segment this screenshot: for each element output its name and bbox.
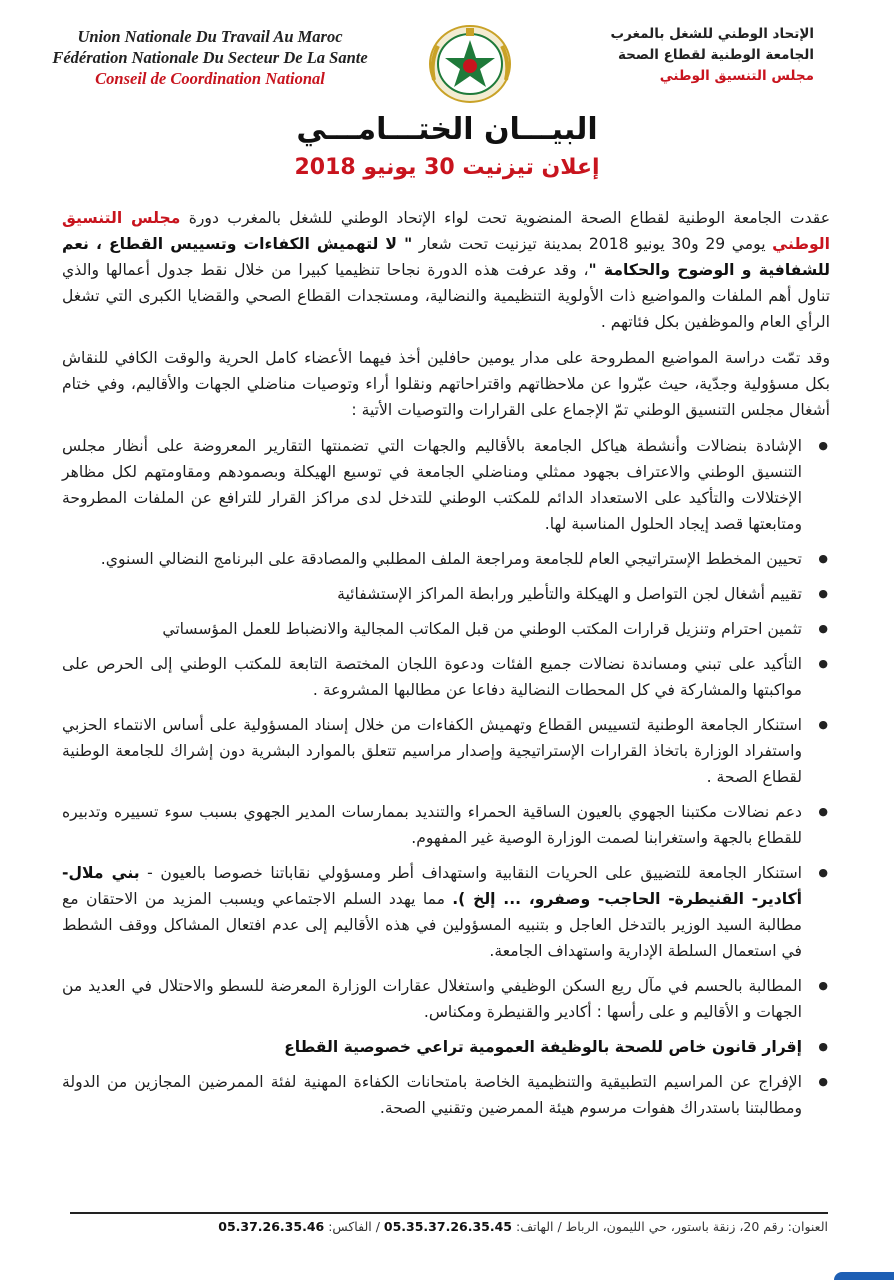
union-emblem-logo [420, 22, 520, 106]
list-item: ● تقييم أشغال لجن التواصل و الهيكلة والتأطير ورابطة المراكز الإستشفائية [62, 581, 802, 607]
rec8-part-a: استنكار الجامعة للتضييق على الحريات النقابية واستهداف أطر ومسؤولي نقاباتنا خصوصا بالعيون - [139, 864, 802, 882]
list-item: ● التأكيد على تبني ومساندة نضالات جميع الفئات ودعوة اللجان المختصة التابعة للمكتب الوطني إلى الحرص على مواكبتها والمشاركة في كل المحطات النضالية دفاعا عن مطالبها المشروعة . [62, 651, 802, 703]
arabic-council-name: مجلس التنسيق الوطني [659, 68, 814, 84]
letterhead-arabic [584, 24, 814, 87]
footer-address-text: العنوان: رقم 20، زنقة باستور، حي الليمون، الرباط / الهاتف: [512, 1219, 828, 1234]
footer-fax-label: / الفاكس: [324, 1219, 384, 1234]
intro-paragraph-2: وقد تمّت دراسة المواضيع المطروحة على مدار يومين حافلين أخذ فيهما الأعضاء كامل الحرية والوقت الكافي للنقاش بكل مسؤولية وجدّية، حيث عبّروا عن ملاحظاتهم واقتراحاتهم ونقلوا أراء وتوصيات مناضلي الجهات والأقاليم، وفي ختام أشغال مجلس التنسيق الوطني تمّ الإجماع على القرارات والتوصيات الأتية : [62, 349, 830, 419]
council-name-highlight: مجلس التنسيق الوطني [62, 209, 830, 253]
intro-p1-part-e: ، وقد عرفت هذه الدورة نجاحا تنظيميا كبيرا من خلال نقط جدول أعمالها والذي تناول أهم الملفات والمواضيع ذات الأولوية التنظيمية والنضالية، ومستجدات القطاع الصحي والقضايا الكبرى التي تشغل الرأي العام والموظفين بكل فئاتهم . [62, 261, 830, 331]
corner-decoration [834, 1272, 894, 1280]
list-item: ● تثمين احترام وتنزيل قرارات المكتب الوطني من قبل المكاتب المجالية والانضباط للعمل المؤسساتي [62, 616, 802, 642]
rec8-part-c: مما يهدد السلم الاجتماعي ويسبب المزيد من الاحتقان مع مطالبة السيد الوزير بالتدخل العاجل و بتنبيه المسؤولين في هذه الأقاليم إلى عدم افتعال المشاكل ووقف الشطط في استعمال السلطة الإدارية واستهداف الجامعة. [62, 890, 802, 960]
list-item: ● الإشادة بنضالات وأنشطة هياكل الجامعة بالأقاليم والجهات التي تضمنتها التقارير المعروضة على أنظار مجلس التنسيق الوطني والاعتراف بجهود ممثلي ومناضلي الجامعة في توسيع الهيكلة وبصمودهم ومقاومتهم لكل مظاهر الإختلالات والتأكيد على الاستعداد الدائم للمكتب الوطني للتدخل لدى مراكز القرار للترافع عن الملفات المطروحة ومتابعتها قصد إيجاد الحلول المناسبة لها. [62, 433, 802, 537]
arabic-federation-name: الجامعة الوطنية لقطاع الصحة [618, 47, 814, 63]
list-item: ● الإفراج عن المراسيم التطبيقية والتنظيمية الخاصة بامتحانات الكفاءة المهنية لفئة الممرضين المجازين من الدولة ومطالبتنا باستدراك هفوات مرسوم هيئة الممرضين وتقنيي الصحة. [62, 1069, 802, 1121]
list-item: ● دعم نضالات مكتبنا الجهوي بالعيون الساقية الحمراء والتنديد بممارسات المدير الجهوي بسبب سوء تسييره وتدبيره للقطاع بالجهة واستغرابنا لصمت الوزارة الوصية غير المفهوم. [62, 799, 802, 851]
footer-divider [70, 1212, 828, 1214]
french-council-name: Conseil de Coordination National [95, 69, 325, 88]
list-item: ● تحيين المخطط الإستراتيجي العام للجامعة ومراجعة الملف المطلبي والمصادقة على البرنامج النضالي السنوي. [62, 546, 802, 572]
document-subtitle: إعلان تيزنيت 30 يونيو 2018 [294, 155, 600, 180]
letterhead-french [40, 26, 380, 89]
document-title: البيـــان الختـــامـــي [296, 112, 598, 147]
footer-phone: 05.35.37.26.35.45 [383, 1219, 513, 1234]
arabic-union-name: الإتحاد الوطني للشغل بالمغرب [610, 26, 814, 42]
footer-address [70, 1219, 828, 1234]
document-body [62, 205, 830, 1130]
list-item: ● المطالبة بالحسم في مآل ريع السكن الوظيفي واستغلال عقارات الوزارة المعرضة للسطو والاحتلال في العديد من الجهات و الأقاليم و على رأسها : أكادير والقنيطرة ومكناس. [62, 973, 802, 1025]
recommendations-list [62, 433, 830, 1121]
list-item [62, 860, 802, 964]
rec8-cities: بني ملال- أكادير- القنيطرة- الحاجب- وصفرو، ... إلخ ). [62, 864, 802, 908]
intro-p1-part-c: يومي 29 و30 يونيو 2018 بمدينة تيزنيت تحت شعار [412, 235, 773, 253]
intro-paragraph-1 [62, 205, 830, 335]
french-federation-name: Fédération Nationale Du Secteur De La Sante [52, 48, 368, 67]
footer-fax: 05.37.26.35.46 [218, 1219, 325, 1234]
letterhead [0, 22, 894, 112]
list-item: ● استنكار الجامعة الوطنية لتسييس القطاع وتهميش الكفاءات من خلال إسناد المسؤولية على أساس الانتماء الحزبي واستفراد الوزارة باتخاذ القرارات الإستراتيجية وإصدار مراسيم تتعلق بالموارد البشرية دون إشراك للجامعة الوطنية لقطاع الصحة . [62, 712, 802, 790]
intro-p1-part-a: عقدت الجامعة الوطنية لقطاع الصحة المنضوية تحت لواء الإتحاد الوطني للشغل بالمغرب دورة [180, 209, 830, 227]
french-union-name: Union Nationale Du Travail Au Maroc [77, 27, 343, 46]
list-item: ● إقرار قانون خاص للصحة بالوظيفة العمومية تراعي خصوصية القطاع [62, 1034, 802, 1060]
slogan: " لا لتهميش الكفاءات وتسييس القطاع ، نعم للشفافية و الوضوح والحكامة " [62, 235, 830, 279]
